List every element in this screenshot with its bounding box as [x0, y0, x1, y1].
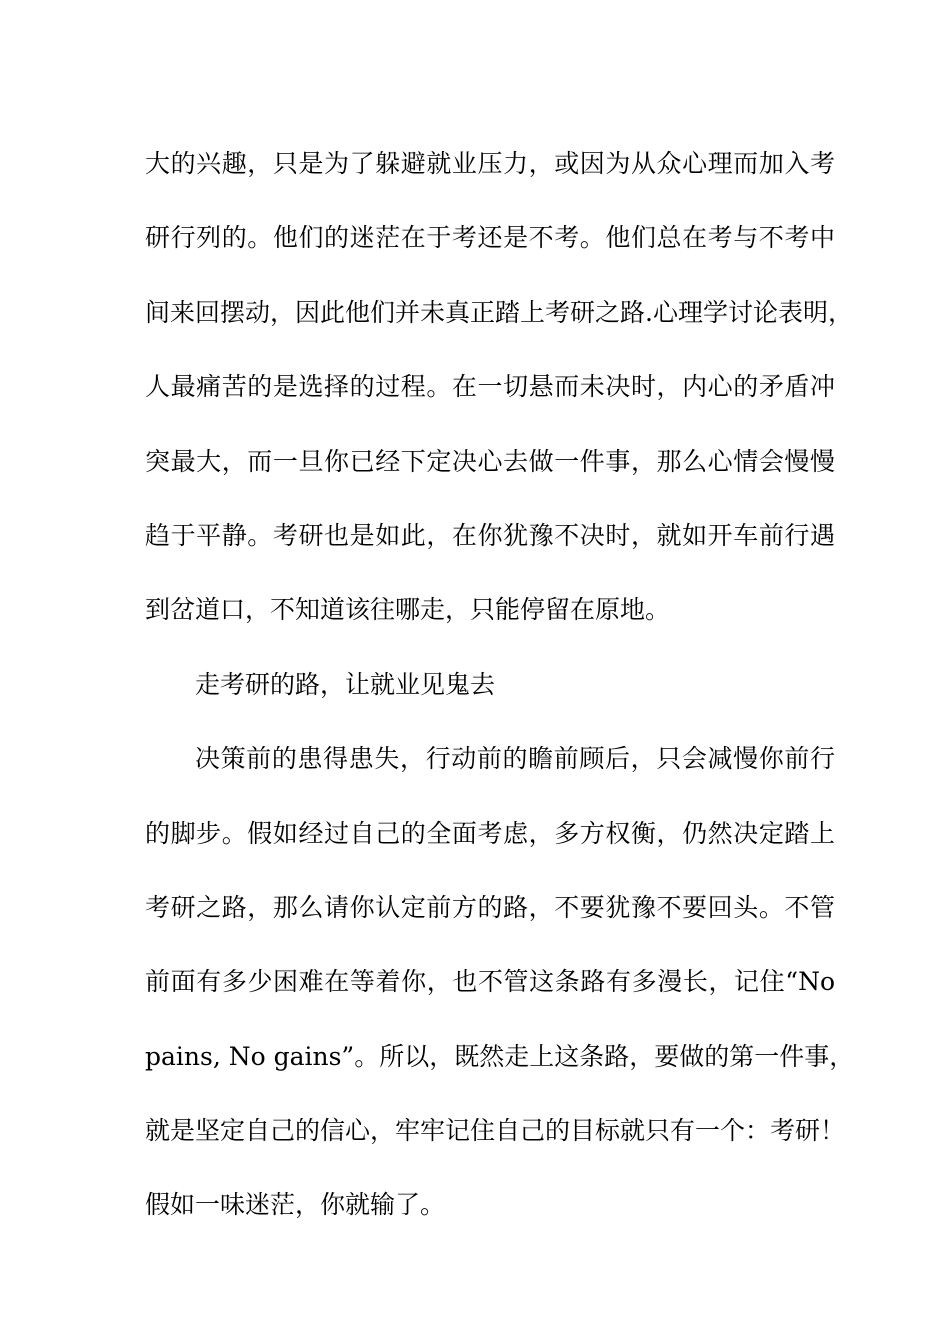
text-line: 决策前的患得患失，行动前的瞻前顾后，只会减慢你前行	[195, 744, 835, 774]
text-line: 就是坚定自己的信心，牢牢记住自己的目标就只有一个：考研！	[145, 1116, 846, 1146]
document-body	[145, 127, 855, 1243]
text-line: pains, No gains”。所以，既然走上这条路，要做的第一件事，	[145, 1041, 855, 1071]
text-line: 趋于平静。考研也是如此，在你犹豫不决时，就如开车前行遇	[145, 520, 835, 550]
text-line: 的脚步。假如经过自己的全面考虑，多方权衡，仍然决定踏上	[145, 818, 835, 848]
text-line: 大的兴趣，只是为了躲避就业压力，或因为从众心理而加入考	[145, 149, 835, 178]
text-line: 假如一味迷茫，你就输了。	[145, 1190, 446, 1220]
text-line: 人最痛苦的是选择的过程。在一切悬而未决时，内心的矛盾冲	[145, 372, 835, 402]
text-line: 到岔道口，不知道该往哪走，只能停留在原地。	[145, 595, 671, 625]
text-line: 前面有多少困难在等着你，也不管这条路有多漫长，记住“No	[145, 967, 835, 997]
section-heading: 走考研的路，让就业见鬼去	[195, 669, 496, 699]
text-line: 研行列的。他们的迷茫在于考还是不考。他们总在考与不考中	[145, 223, 835, 253]
text-line: 突最大，而一旦你已经下定决心去做一件事，那么心情会慢慢	[145, 446, 835, 476]
text-line: 考研之路，那么请你认定前方的路，不要犹豫不要回头。不管	[145, 892, 835, 922]
text-line: 间来回摆动，因此他们并未真正踏上考研之路.心理学讨论表明，	[145, 297, 853, 327]
